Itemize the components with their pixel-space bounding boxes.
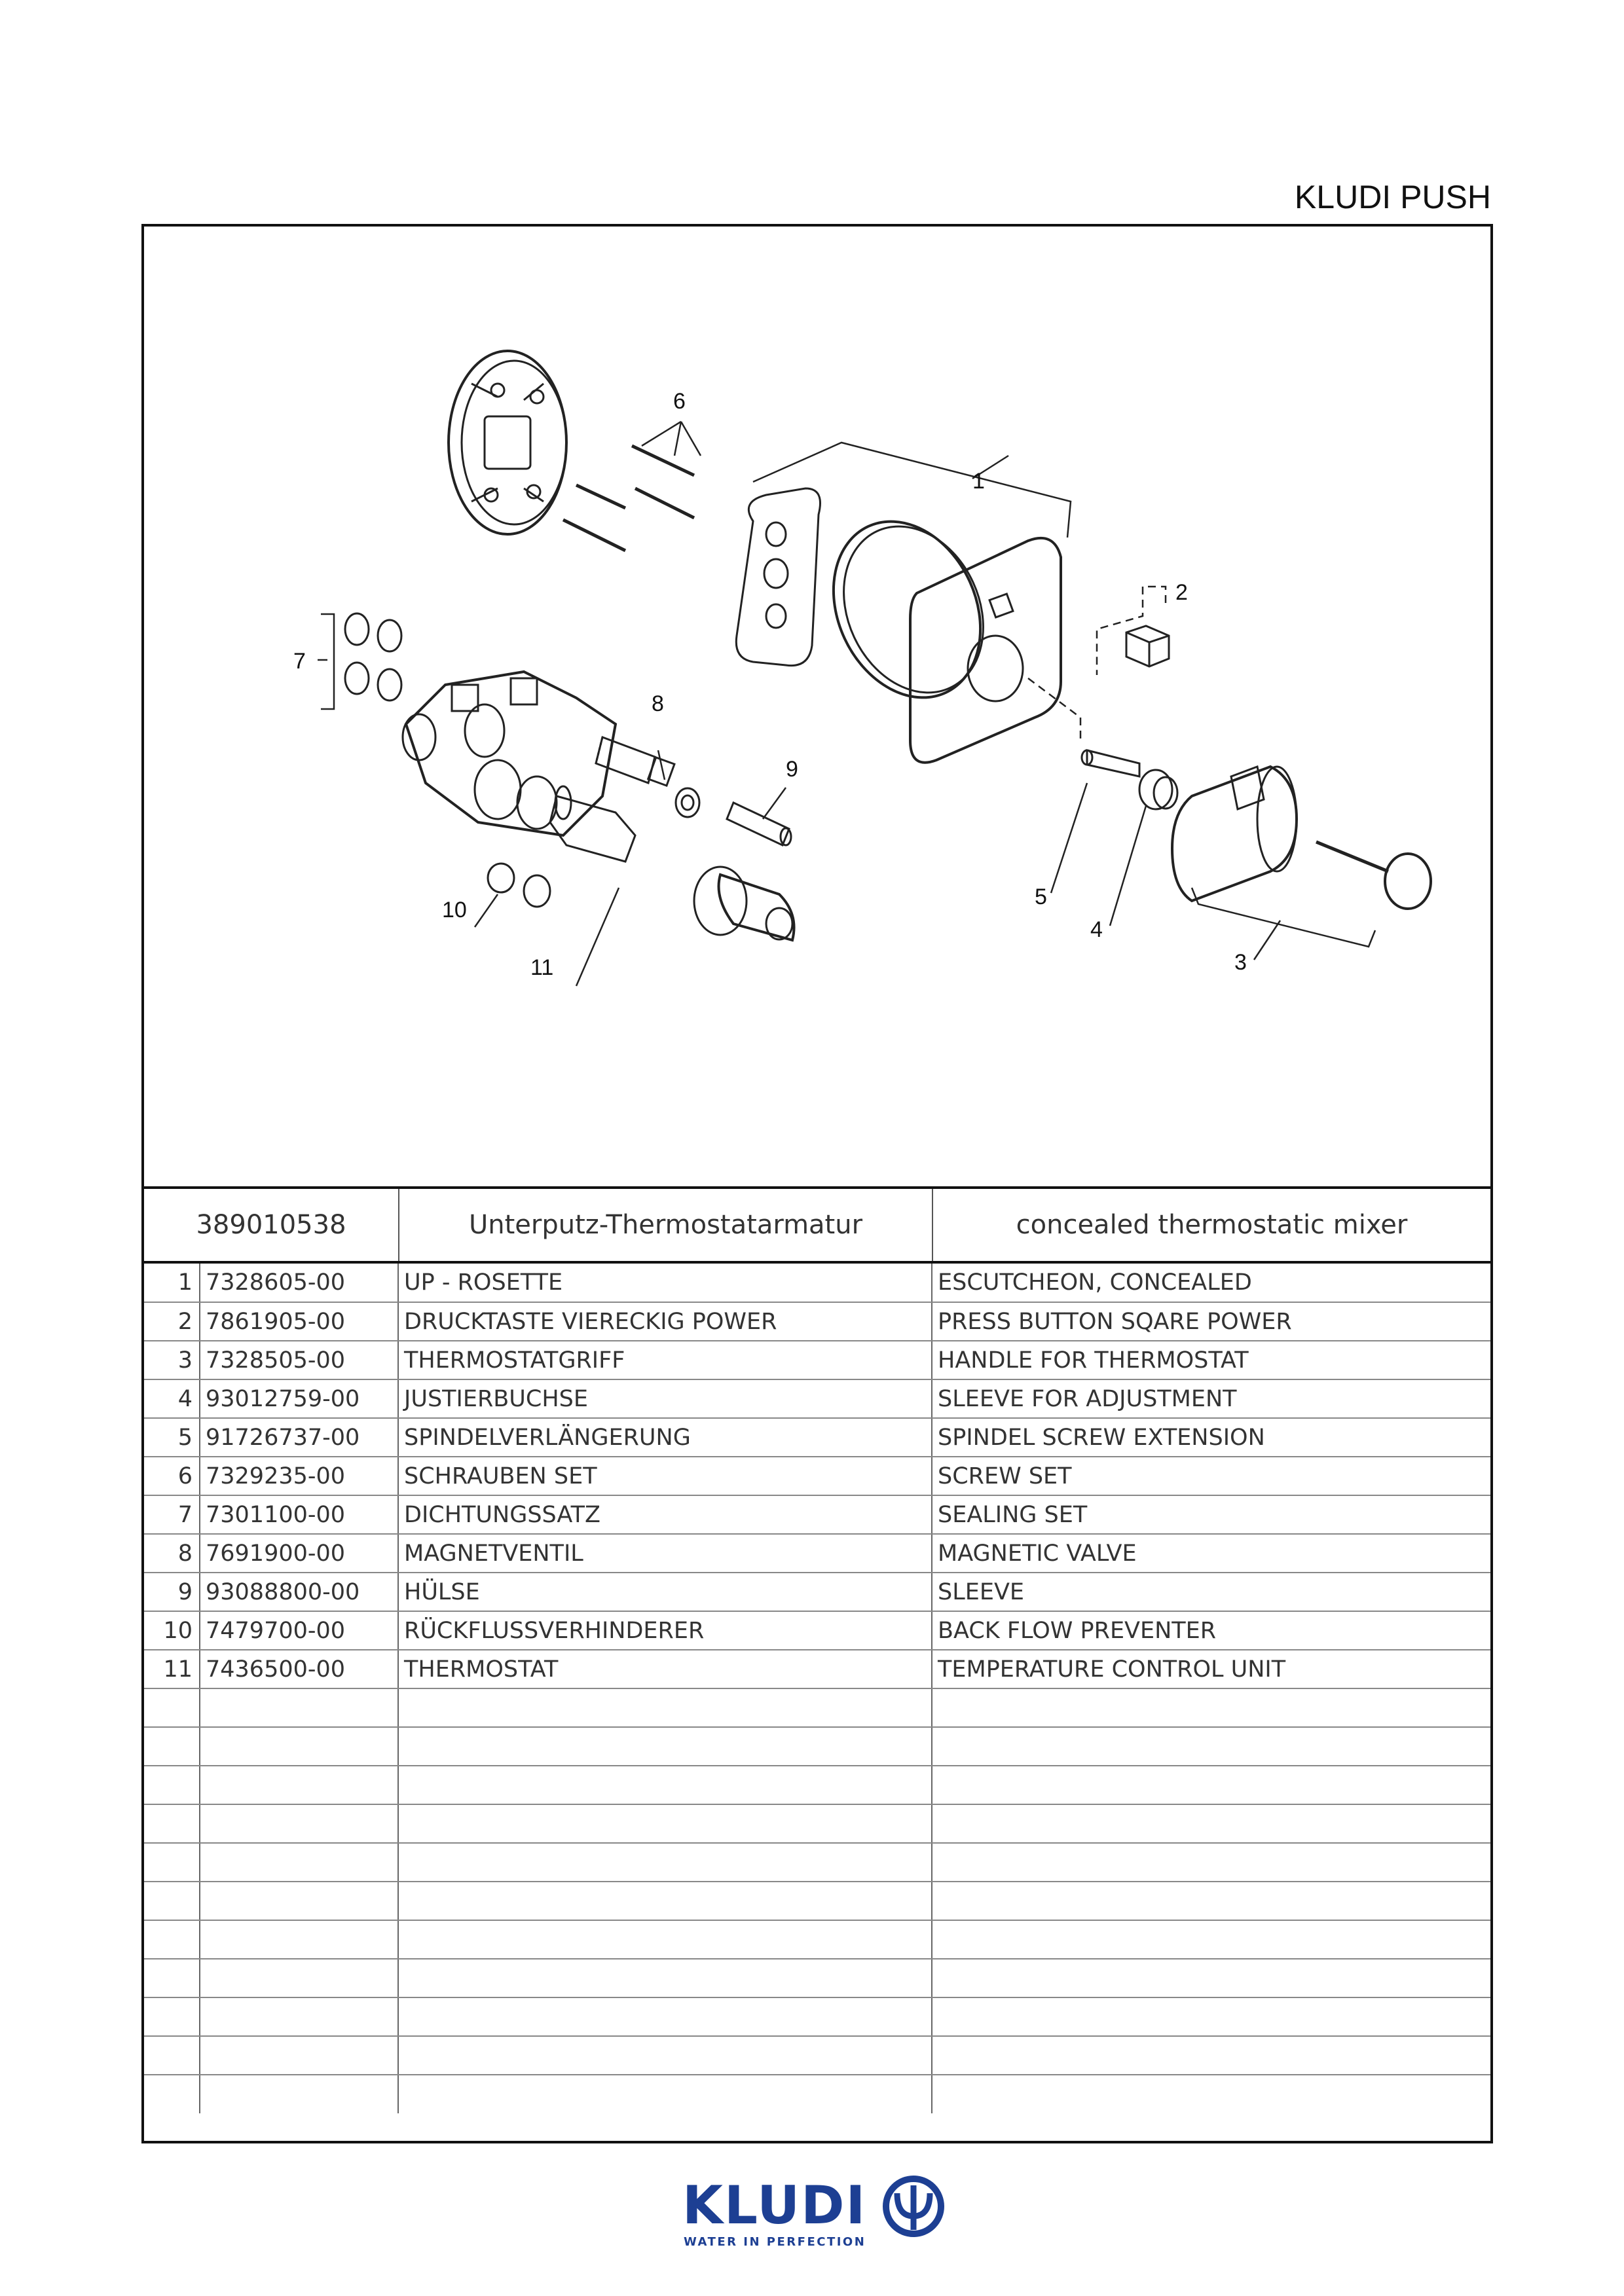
table-row xyxy=(144,1573,1490,1611)
position-number-cell xyxy=(144,1959,200,1997)
german-description-cell: DRUCKTASTE VIERECKIG POWER xyxy=(398,1302,932,1341)
position-number-cell xyxy=(144,1920,200,1959)
position-number-cell: 1 xyxy=(144,1264,200,1302)
callout-4: 4 xyxy=(1090,917,1103,942)
english-description-cell xyxy=(932,1997,1490,2036)
position-number-cell xyxy=(144,2036,200,2075)
table-row xyxy=(144,1341,1490,1379)
adjustment-sleeve-part xyxy=(1139,770,1177,809)
exploded-view-drawing xyxy=(144,227,1490,1186)
german-description-cell: SCHRAUBEN SET xyxy=(398,1457,932,1495)
article-number-cell: 7691900-00 xyxy=(200,1534,398,1573)
german-description-cell xyxy=(398,1882,932,1920)
sleeve-part xyxy=(727,803,791,845)
english-description-cell: TEMPERATURE CONTROL UNIT xyxy=(932,1650,1490,1688)
handle-screw-part xyxy=(1316,842,1388,871)
position-number-cell: 3 xyxy=(144,1341,200,1379)
table-row xyxy=(144,1534,1490,1573)
callout-1: 1 xyxy=(972,469,985,494)
position-number-cell xyxy=(144,1727,200,1766)
german-description-cell: DICHTUNGSSATZ xyxy=(398,1495,932,1534)
english-description-cell xyxy=(932,1882,1490,1920)
article-number-cell xyxy=(200,1997,398,2036)
position-number-cell: 7 xyxy=(144,1495,200,1534)
table-row xyxy=(144,1302,1490,1341)
article-number-cell: 7328505-00 xyxy=(200,1341,398,1379)
callout-7: 7 xyxy=(293,649,306,674)
article-number-cell xyxy=(200,1804,398,1843)
cover-cap-part xyxy=(1385,854,1431,909)
german-description-cell xyxy=(398,2036,932,2075)
german-description-cell: UP - ROSETTE xyxy=(398,1264,932,1302)
position-number-cell: 4 xyxy=(144,1379,200,1418)
article-number-cell xyxy=(200,1882,398,1920)
callout-5: 5 xyxy=(1035,884,1047,909)
english-description-cell: PRESS BUTTON SQARE POWER xyxy=(932,1302,1490,1341)
back-flow-preventer-part xyxy=(488,864,550,907)
article-number-cell: 93088800-00 xyxy=(200,1573,398,1611)
gasket-part xyxy=(736,488,820,666)
english-description-cell: SPINDEL SCREW EXTENSION xyxy=(932,1418,1490,1457)
table-row xyxy=(144,1611,1490,1650)
german-description-cell xyxy=(398,1843,932,1882)
article-number-cell xyxy=(200,1920,398,1959)
position-number-cell: 5 xyxy=(144,1418,200,1457)
article-number-cell: 7301100-00 xyxy=(200,1495,398,1534)
english-description-cell: ESCUTCHEON, CONCEALED xyxy=(932,1264,1490,1302)
position-number-cell: 6 xyxy=(144,1457,200,1495)
spare-parts-sheet xyxy=(141,224,1493,2143)
english-description-cell xyxy=(932,1688,1490,1727)
table-row xyxy=(144,1804,1490,1843)
article-number-cell xyxy=(200,1766,398,1804)
german-description-cell: SPINDELVERLÄNGERUNG xyxy=(398,1418,932,1457)
position-number-cell xyxy=(144,1688,200,1727)
english-description-cell: SEALING SET xyxy=(932,1495,1490,1534)
position-number-cell: 8 xyxy=(144,1534,200,1573)
position-number-cell: 2 xyxy=(144,1302,200,1341)
spindle-extension-part xyxy=(1082,750,1139,776)
table-row xyxy=(144,1418,1490,1457)
english-description-cell: SLEEVE xyxy=(932,1573,1490,1611)
callout-8: 8 xyxy=(652,691,664,716)
position-number-cell xyxy=(144,1766,200,1804)
thermostat-cartridge-part xyxy=(550,786,635,862)
german-description-cell xyxy=(398,1727,932,1766)
position-number-cell xyxy=(144,2075,200,2113)
product-name-en: concealed thermostatic mixer xyxy=(1016,1210,1408,1240)
kludi-emblem-icon xyxy=(877,2174,956,2239)
article-number-cell xyxy=(200,1843,398,1882)
german-description-cell: MAGNETVENTIL xyxy=(398,1534,932,1573)
document-title: KLUDI PUSH xyxy=(1294,179,1491,215)
english-description-cell xyxy=(932,2036,1490,2075)
article-number-cell: 7479700-00 xyxy=(200,1611,398,1650)
english-description-cell: SCREW SET xyxy=(932,1457,1490,1495)
table-row xyxy=(144,1457,1490,1495)
german-description-cell xyxy=(398,1959,932,1997)
table-row xyxy=(144,1727,1490,1766)
english-description-cell: MAGNETIC VALVE xyxy=(932,1534,1490,1573)
brand-tagline: WATER IN PERFECTION xyxy=(684,2235,866,2249)
german-description-cell: THERMOSTAT xyxy=(398,1650,932,1688)
english-description-cell: HANDLE FOR THERMOSTAT xyxy=(932,1341,1490,1379)
callout-3: 3 xyxy=(1234,950,1247,975)
english-description-cell xyxy=(932,1920,1490,1959)
german-description-cell: RÜCKFLUSSVERHINDERER xyxy=(398,1611,932,1650)
english-description-cell xyxy=(932,1727,1490,1766)
table-row xyxy=(144,1688,1490,1727)
english-description-cell xyxy=(932,1843,1490,1882)
english-description-cell xyxy=(932,2075,1490,2113)
article-number-cell: 7328605-00 xyxy=(200,1264,398,1302)
table-row xyxy=(144,2075,1490,2113)
english-description-cell xyxy=(932,1766,1490,1804)
nut-part xyxy=(676,788,699,817)
german-description-cell: HÜLSE xyxy=(398,1573,932,1611)
product-name-de: Unterputz-Thermostatarmatur xyxy=(468,1210,863,1240)
table-row xyxy=(144,1264,1490,1302)
german-description-cell xyxy=(398,1688,932,1727)
table-row xyxy=(144,1495,1490,1534)
cover-sleeve-part xyxy=(694,867,794,940)
escutcheon-part xyxy=(910,538,1061,763)
table-row xyxy=(144,1379,1490,1418)
article-number-cell: 7436500-00 xyxy=(200,1650,398,1688)
english-description-cell: BACK FLOW PREVENTER xyxy=(932,1611,1490,1650)
article-number-cell: 93012759-00 xyxy=(200,1379,398,1418)
callout-9: 9 xyxy=(786,757,798,782)
table-row xyxy=(144,1843,1490,1882)
parts-list-table xyxy=(144,1264,1490,2113)
article-number-cell xyxy=(200,1688,398,1727)
callout-6: 6 xyxy=(673,389,686,414)
sealing-set-part xyxy=(345,613,401,701)
article-number-cell xyxy=(200,2075,398,2113)
english-description-cell xyxy=(932,1804,1490,1843)
mounting-plate-part xyxy=(449,351,566,534)
callout-10: 10 xyxy=(442,898,467,922)
position-number-cell: 10 xyxy=(144,1611,200,1650)
position-number-cell: 9 xyxy=(144,1573,200,1611)
table-row xyxy=(144,2036,1490,2075)
table-row xyxy=(144,1920,1490,1959)
german-description-cell xyxy=(398,1997,932,2036)
article-number-cell: 7861905-00 xyxy=(200,1302,398,1341)
screw-set-part xyxy=(563,446,694,551)
position-number-cell xyxy=(144,1804,200,1843)
position-number-cell xyxy=(144,1997,200,2036)
article-number-cell xyxy=(200,1959,398,1997)
position-number-cell: 11 xyxy=(144,1650,200,1688)
german-description-cell xyxy=(398,1920,932,1959)
german-description-cell xyxy=(398,1766,932,1804)
article-number-cell: 7329235-00 xyxy=(200,1457,398,1495)
english-description-cell: SLEEVE FOR ADJUSTMENT xyxy=(932,1379,1490,1418)
article-number-cell xyxy=(200,1727,398,1766)
valve-body-part xyxy=(403,672,616,835)
callout-11: 11 xyxy=(530,955,554,980)
table-row xyxy=(144,1650,1490,1688)
table-row xyxy=(144,1766,1490,1804)
brand-wordmark: KLUDI xyxy=(682,2175,867,2236)
table-row xyxy=(144,1997,1490,2036)
german-description-cell: JUSTIERBUCHSE xyxy=(398,1379,932,1418)
article-number-cell xyxy=(200,2036,398,2075)
article-number-cell: 91726737-00 xyxy=(200,1418,398,1457)
german-description-cell: THERMOSTATGRIFF xyxy=(398,1341,932,1379)
callout-2: 2 xyxy=(1175,580,1188,605)
german-description-cell xyxy=(398,2075,932,2113)
product-number: 389010538 xyxy=(196,1210,346,1240)
german-description-cell xyxy=(398,1804,932,1843)
push-button-part xyxy=(1126,626,1169,666)
table-row xyxy=(144,1882,1490,1920)
thermostat-handle-part xyxy=(1172,767,1297,901)
table-row xyxy=(144,1959,1490,1997)
footer-logo xyxy=(674,2174,956,2252)
position-number-cell xyxy=(144,1882,200,1920)
product-header-row xyxy=(144,1186,1490,1264)
english-description-cell xyxy=(932,1959,1490,1997)
position-number-cell xyxy=(144,1843,200,1882)
